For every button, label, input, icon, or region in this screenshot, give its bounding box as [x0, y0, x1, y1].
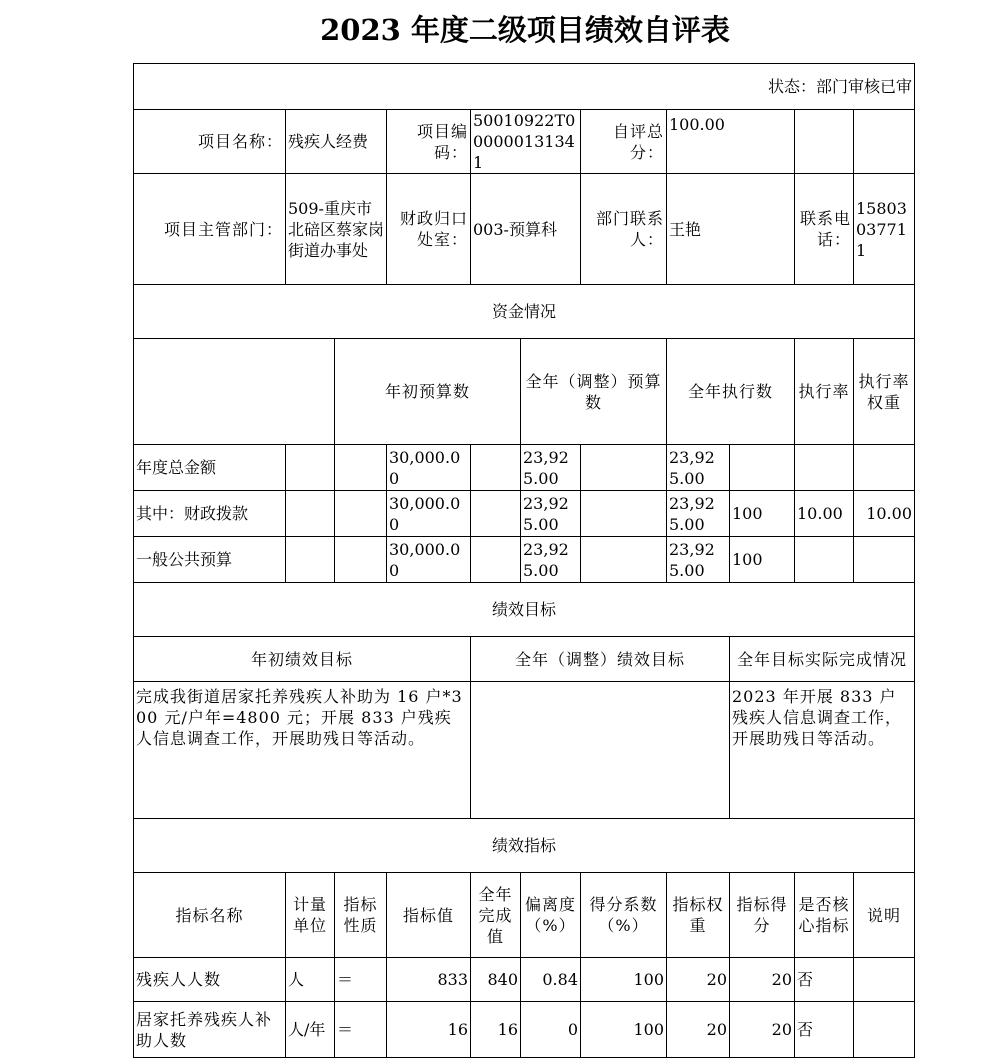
- evaluation-table: [133, 63, 915, 1058]
- funds-initial: 30,000.00: [387, 537, 471, 583]
- contact-label: 部门联系人：: [581, 174, 667, 285]
- funds-row-label: 其中：财政拨款: [134, 491, 286, 537]
- funds-weight: 10.00: [795, 491, 854, 537]
- funds-adjusted: 23,925.00: [521, 537, 581, 583]
- contact-value: 王艳: [667, 174, 795, 285]
- indicators-section-title: 绩效指标: [134, 819, 915, 873]
- funds-weight: [795, 537, 854, 583]
- ind-note: [854, 958, 915, 1002]
- empty-cell: [134, 339, 335, 445]
- funds-header-weight: 执行率权重: [854, 339, 915, 445]
- dept-label: 项目主管部门：: [134, 174, 286, 285]
- status-text: 状态：部门审核已审: [134, 64, 915, 110]
- funds-row: [134, 445, 915, 491]
- empty-cell: [286, 537, 335, 583]
- empty-cell: [335, 537, 387, 583]
- project-name-value: 残疾人经费: [286, 110, 387, 174]
- empty-cell: [581, 445, 667, 491]
- goals-header-adjusted: 全年（调整）绩效目标: [471, 637, 730, 682]
- funds-header-executed: 全年执行数: [667, 339, 795, 445]
- goal-adjusted-text: [471, 682, 730, 819]
- self-score-label: 自评总分：: [581, 110, 667, 174]
- empty-cell: [471, 445, 521, 491]
- phone-label: 联系电话：: [795, 174, 854, 285]
- ind-nature: ＝: [335, 958, 387, 1002]
- funds-rate: 100: [730, 537, 795, 583]
- goals-section-title: 绩效目标: [134, 583, 915, 637]
- empty-cell: [335, 491, 387, 537]
- ind-header-core: 是否核心指标: [795, 873, 854, 958]
- page-title: 2023 年度二级项目绩效自评表: [320, 13, 730, 47]
- ind-header-note: 说明: [854, 873, 915, 958]
- funds-row-label: 一般公共预算: [134, 537, 286, 583]
- empty-cell: [581, 491, 667, 537]
- ind-name: 居家托养残疾人补助人数: [134, 1002, 286, 1058]
- funds-weight: [795, 445, 854, 491]
- indicator-row: [134, 1002, 915, 1058]
- ind-header-done: 全年完成值: [471, 873, 521, 958]
- ind-header-deviation: 偏离度（%）: [521, 873, 581, 958]
- ind-header-nature: 指标性质: [335, 873, 387, 958]
- funds-row: [134, 537, 915, 583]
- ind-target: 16: [387, 1002, 471, 1058]
- ind-unit: 人/年: [286, 1002, 335, 1058]
- ind-deviation: 0.84: [521, 958, 581, 1002]
- ind-coef: 100: [581, 1002, 667, 1058]
- funds-header-rate: 执行率: [795, 339, 854, 445]
- goals-header-actual: 全年目标实际完成情况: [730, 637, 915, 682]
- funds-executed: 23,925.00: [667, 445, 730, 491]
- project-code-value: 50010922T000000131341: [471, 110, 581, 174]
- ind-header-target: 指标值: [387, 873, 471, 958]
- goal-initial-text: 完成我街道居家托养残疾人补助为 16 户*300 元/户年=4800 元；开展 833 户残疾人信息调查工作，开展助残日等活动。: [134, 682, 471, 819]
- funds-header-initial: 年初预算数: [335, 339, 521, 445]
- ind-coef: 100: [581, 958, 667, 1002]
- funds-section-title: 资金情况: [134, 285, 915, 339]
- phone-value: 15803037711: [854, 174, 915, 285]
- finance-office-value: 003-预算科: [471, 174, 581, 285]
- ind-name: 残疾人人数: [134, 958, 286, 1002]
- ind-core: 否: [795, 1002, 854, 1058]
- funds-initial: 30,000.00: [387, 445, 471, 491]
- self-score-value: 100.00: [667, 110, 795, 174]
- ind-note: [854, 1002, 915, 1058]
- empty-cell: [795, 110, 854, 174]
- empty-cell: [471, 537, 521, 583]
- ind-done: 840: [471, 958, 521, 1002]
- funds-adjusted: 23,925.00: [521, 491, 581, 537]
- empty-cell: [286, 491, 335, 537]
- ind-header-name: 指标名称: [134, 873, 286, 958]
- empty-cell: [471, 491, 521, 537]
- ind-weight: 20: [667, 958, 730, 1002]
- funds-header-adjusted: 全年（调整）预算数: [521, 339, 667, 445]
- ind-weight: 20: [667, 1002, 730, 1058]
- ind-deviation: 0: [521, 1002, 581, 1058]
- ind-header-coef: 得分系数（%）: [581, 873, 667, 958]
- goals-header-initial: 年初绩效目标: [134, 637, 471, 682]
- ind-nature: ＝: [335, 1002, 387, 1058]
- ind-score: 20: [730, 1002, 795, 1058]
- funds-rate: [730, 445, 795, 491]
- funds-rate: 100: [730, 491, 795, 537]
- funds-score: [854, 445, 915, 491]
- funds-adjusted: 23,925.00: [521, 445, 581, 491]
- funds-executed: 23,925.00: [667, 491, 730, 537]
- ind-target: 833: [387, 958, 471, 1002]
- indicator-row: [134, 958, 915, 1002]
- ind-header-score: 指标得分: [730, 873, 795, 958]
- ind-done: 16: [471, 1002, 521, 1058]
- funds-row-label: 年度总金额: [134, 445, 286, 491]
- empty-cell: [286, 445, 335, 491]
- ind-score: 20: [730, 958, 795, 1002]
- funds-executed: 23,925.00: [667, 537, 730, 583]
- funds-score: [854, 537, 915, 583]
- project-name-label: 项目名称：: [134, 110, 286, 174]
- goal-actual-text: 2023 年开展 833 户残疾人信息调查工作，开展助残日等活动。: [730, 682, 915, 819]
- finance-office-label: 财政归口处室：: [387, 174, 471, 285]
- ind-unit: 人: [286, 958, 335, 1002]
- funds-initial: 30,000.00: [387, 491, 471, 537]
- empty-cell: [854, 110, 915, 174]
- ind-header-unit: 计量单位: [286, 873, 335, 958]
- ind-header-weight: 指标权重: [667, 873, 730, 958]
- empty-cell: [581, 537, 667, 583]
- dept-value: 509-重庆市北碚区蔡家岗街道办事处: [286, 174, 387, 285]
- ind-core: 否: [795, 958, 854, 1002]
- empty-cell: [335, 445, 387, 491]
- funds-row: [134, 491, 915, 537]
- funds-score: 10.00: [854, 491, 915, 537]
- project-code-label: 项目编码：: [387, 110, 471, 174]
